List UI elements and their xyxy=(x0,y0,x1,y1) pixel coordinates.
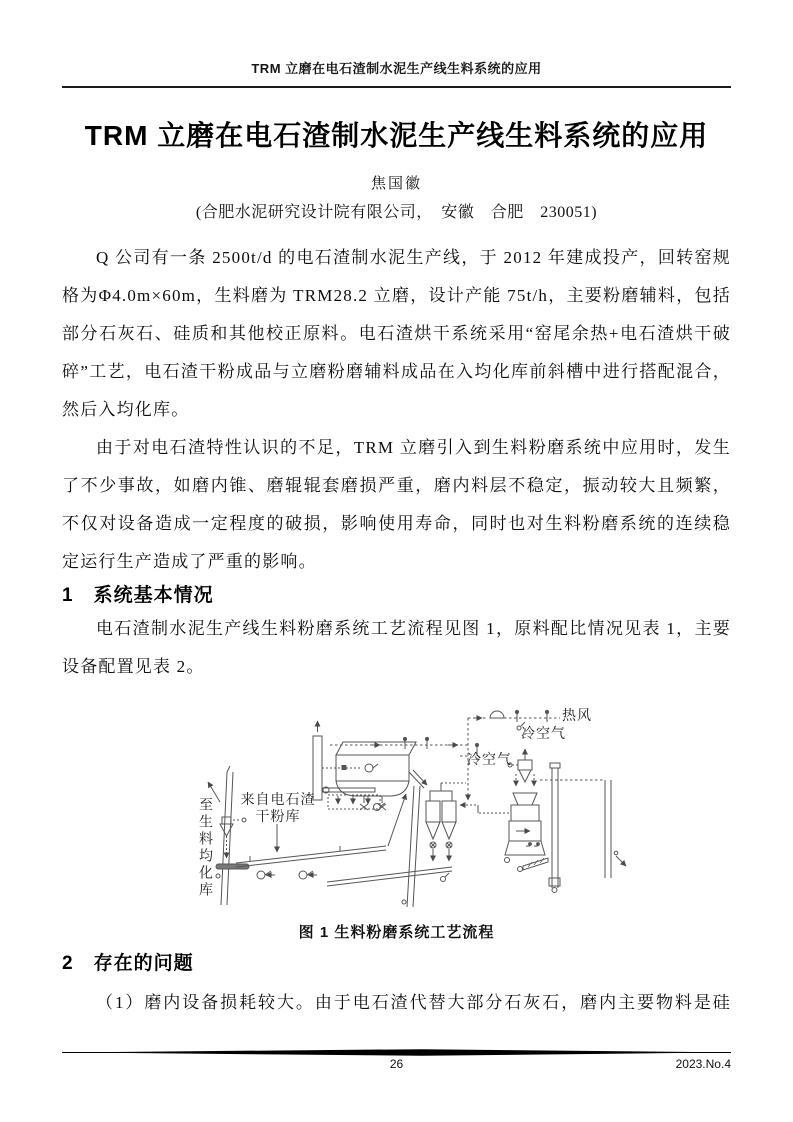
intro-paragraph-1 xyxy=(62,239,731,429)
classifier-feed-shape xyxy=(508,749,534,786)
right-duct-shape xyxy=(540,780,626,878)
header-rule xyxy=(62,86,731,88)
from-carbide-silo-label-line2: 干粉库 xyxy=(255,810,301,825)
paragraph-text: Q 公司有一条 2500t/d 的电石渣制水泥生产线，于 2012 年建成投产，回转窑规格为Φ4.0m×60m，生料磨为 TRM28.2 立磨，设计产能 75t/h，主要粉磨辅料，包括部分石灰石、硅质和其他校正原料。电石渣烘干系统采用“窑尾余热+电石渣烘干破碎”工艺，电石渣干粉成品与立磨粉磨辅料成品在入均化库前斜槽中进行搭配混合，然后入均化库。 xyxy=(62,248,731,419)
homogenizing-silo-wall-shape xyxy=(208,766,233,905)
from-carbide-silo-label xyxy=(234,792,322,826)
author-affiliation: (合肥水泥研究设计院有限公司， 安徽 合肥 230051) xyxy=(195,204,598,221)
duct-network-shape xyxy=(330,718,479,800)
to-homogenizing-silo-label: 至生料均化库 xyxy=(197,797,212,899)
fan-symbols-left xyxy=(257,871,317,879)
bucket-elevator-shape xyxy=(526,763,560,893)
section-1-heading: 1 系统基本情况 xyxy=(62,585,214,606)
hot-air-line-shape xyxy=(468,710,560,738)
page-number: 26 xyxy=(389,1057,404,1071)
cold-air-mid-label: 冷空气 xyxy=(467,753,512,768)
vertical-mill-shape xyxy=(478,793,545,863)
running-head: TRM 立磨在电石渣制水泥生产线生料系统的应用 xyxy=(251,61,542,76)
section-1-paragraph xyxy=(62,610,731,686)
twin-cyclones-shape xyxy=(426,783,476,861)
weighfeeder-shape xyxy=(323,787,385,811)
section-2-heading: 2 存在的问题 xyxy=(62,953,194,974)
airslide-shape xyxy=(216,864,249,878)
lower-conveyor-shape xyxy=(327,867,452,886)
author-name: 焦国徽 xyxy=(370,176,422,192)
from-carbide-silo-label-line1: 来自电石渣 xyxy=(240,793,316,808)
intro-paragraph-2 xyxy=(62,429,731,581)
section-2-paragraph xyxy=(62,984,731,1022)
diagram-linework xyxy=(208,710,626,907)
paragraph-text: （1）磨内设备损耗较大。由于电石渣代替大部分石灰石，磨内主要物料是硅 xyxy=(96,993,731,1012)
issue-number: 2023.No.4 xyxy=(675,1057,731,1071)
small-cyclone-shape xyxy=(220,817,246,858)
process-flow-diagram xyxy=(180,698,670,916)
footer-rule xyxy=(62,1049,731,1057)
feed-bin-shape xyxy=(336,742,427,810)
paragraph-text: 电石渣制水泥生产线生料粉磨系统工艺流程见图 1，原料配比情况见表 1，主要设备配置见表 2。 xyxy=(62,619,731,676)
carbide-slag-conveyor-shape xyxy=(236,794,406,867)
vent-stack-shape xyxy=(313,721,378,800)
figure-caption: 图 1 生料粉磨系统工艺流程 xyxy=(298,924,495,941)
hot-air-label: 热风 xyxy=(562,709,592,724)
mill-feed-airslide-shape xyxy=(518,858,549,872)
cold-air-upper-label: 冷空气 xyxy=(521,727,566,742)
paragraph-text: 由于对电石渣特性认识的不足，TRM 立磨引入到生料粉磨系统中应用时，发生了不少事故，如磨内锥、磨辊辊套磨损严重，磨内料层不稳定，振动较大且频繁，不仅对设备造成一定程度的破损，影响使用寿命，同时也对生料粉磨系统的连续稳定运行生产造成了严重的影响。 xyxy=(62,438,731,571)
middle-elevator-wall-shape xyxy=(402,786,420,907)
page-title: TRM 立磨在电石渣制水泥生产线生料系统的应用 xyxy=(84,120,709,151)
